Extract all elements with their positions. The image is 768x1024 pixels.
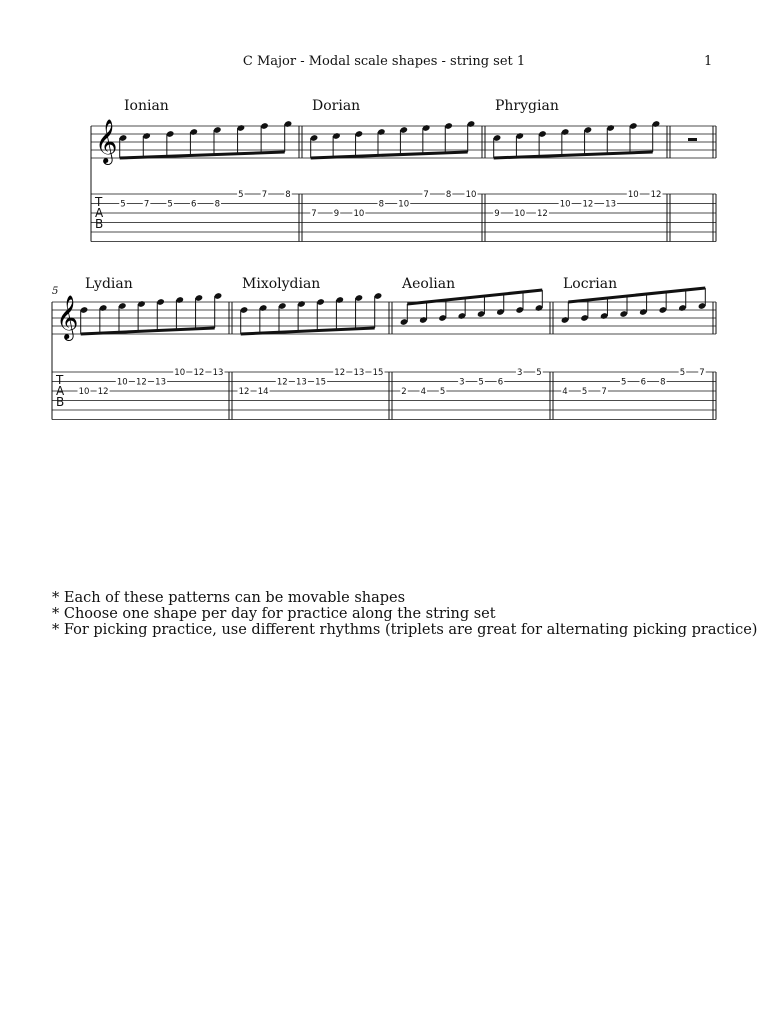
tab-fret-number: 15	[372, 368, 384, 378]
tab-fret-number: 4	[562, 387, 568, 397]
tab-fret-number: 13	[353, 368, 365, 378]
tab-fret-number: 13	[296, 377, 307, 388]
page-number: 1	[704, 54, 713, 69]
tab-fret-number: 4	[420, 387, 426, 397]
tab-fret-number: 3	[459, 377, 465, 388]
tab-fret-number: 10	[78, 387, 90, 397]
tab-fret-number: 12	[97, 387, 109, 397]
tab-fret-number: 5	[679, 368, 686, 378]
tab-fret-number: 5	[581, 387, 588, 397]
tab-fret-number: 15	[315, 377, 326, 388]
tab-fret-number: 14	[257, 387, 269, 397]
tab-fret-number: 9	[494, 209, 500, 219]
system-number: 5	[52, 286, 59, 297]
tab-fret-number: 12	[334, 368, 346, 378]
tab-fret-number: 5	[238, 190, 244, 200]
tab-fret-number: 5	[536, 368, 542, 378]
tab-fret-number: 5	[621, 377, 627, 388]
tab-fret-number: 9	[333, 209, 340, 219]
tab-fret-number: 10	[514, 209, 526, 219]
mode-label: Lydian	[85, 276, 133, 292]
tab-fret-number: 12	[276, 377, 288, 388]
tab-fret-number: 8	[660, 377, 666, 388]
tab-fret-number: 8	[285, 190, 291, 200]
tab-fret-number: 7	[261, 190, 268, 200]
tab-fret-number: 10	[353, 209, 365, 219]
tab-fret-number: 10	[559, 199, 571, 210]
tab-fret-number: 6	[640, 377, 646, 388]
tab-fret-number: 12	[650, 190, 662, 200]
note-line: * For picking practice, use different rhythms (triplets are great for alternating picking practice)	[52, 622, 758, 638]
tab-fret-number: 10	[398, 199, 410, 210]
tab-fret-number: 8	[445, 190, 452, 200]
tab-fret-number: 13	[605, 199, 616, 210]
treble-clef-icon: 𝄞	[95, 119, 118, 163]
tab-fret-number: 13	[212, 368, 224, 378]
tab-fret-number: 6	[497, 377, 504, 388]
tab-fret-number: 12	[582, 199, 594, 210]
tab-fret-number: 10	[627, 190, 639, 200]
whole-rest-icon	[688, 138, 697, 141]
tab-fret-number: 6	[191, 199, 197, 210]
tab-fret-number: 12	[238, 387, 250, 397]
tab-fret-number: 8	[378, 199, 384, 210]
tab-clef-icon	[55, 373, 65, 409]
note-beam	[120, 152, 285, 158]
note-beam	[311, 152, 468, 158]
svg-text:A: A	[95, 206, 104, 220]
tab-fret-number: 7	[143, 199, 150, 210]
tab-clef-icon	[94, 195, 104, 231]
note-line: * Each of these patterns can be movable shapes	[52, 590, 406, 606]
note-line: * Choose one shape per day for practice along the string set	[52, 606, 496, 622]
svg-text:T: T	[95, 195, 103, 209]
mode-label: Dorian	[312, 98, 361, 114]
svg-text:B: B	[56, 395, 65, 409]
tab-fret-number: 5	[120, 199, 126, 210]
svg-text:A: A	[56, 384, 65, 398]
tab-fret-number: 7	[699, 368, 705, 378]
tab-fret-number: 10	[465, 190, 477, 200]
tab-fret-number: 5	[478, 377, 484, 388]
mode-label: Ionian	[124, 98, 169, 114]
tab-fret-number: 10	[174, 368, 186, 378]
treble-clef-icon: 𝄞	[56, 295, 79, 339]
tab-fret-number: 5	[439, 387, 446, 397]
svg-text:B: B	[95, 217, 104, 231]
note-beam	[494, 152, 653, 158]
page-title: C Major - Modal scale shapes - string set 1	[242, 54, 526, 69]
tab-fret-number: 13	[155, 377, 166, 388]
tab-fret-number: 3	[517, 368, 523, 378]
tab-fret-number: 8	[214, 199, 220, 210]
tab-fret-number: 12	[537, 209, 548, 219]
tab-fret-number: 12	[193, 368, 205, 378]
svg-text:T: T	[56, 373, 64, 387]
tab-fret-number: 7	[601, 387, 607, 397]
mode-label: Mixolydian	[242, 276, 321, 292]
practice-notes	[52, 590, 758, 638]
tab-fret-number: 10	[116, 377, 128, 388]
mode-label: Aeolian	[402, 276, 456, 292]
note-beam	[81, 328, 215, 334]
tab-fret-number: 2	[401, 387, 407, 397]
tab-fret-number: 7	[423, 190, 429, 200]
mode-label: Locrian	[563, 276, 618, 292]
tab-fret-number: 5	[167, 199, 173, 210]
mode-label: Phrygian	[495, 98, 559, 114]
tab-fret-number: 7	[311, 209, 317, 219]
note-beam	[241, 328, 375, 334]
tab-fret-number: 12	[136, 377, 147, 388]
